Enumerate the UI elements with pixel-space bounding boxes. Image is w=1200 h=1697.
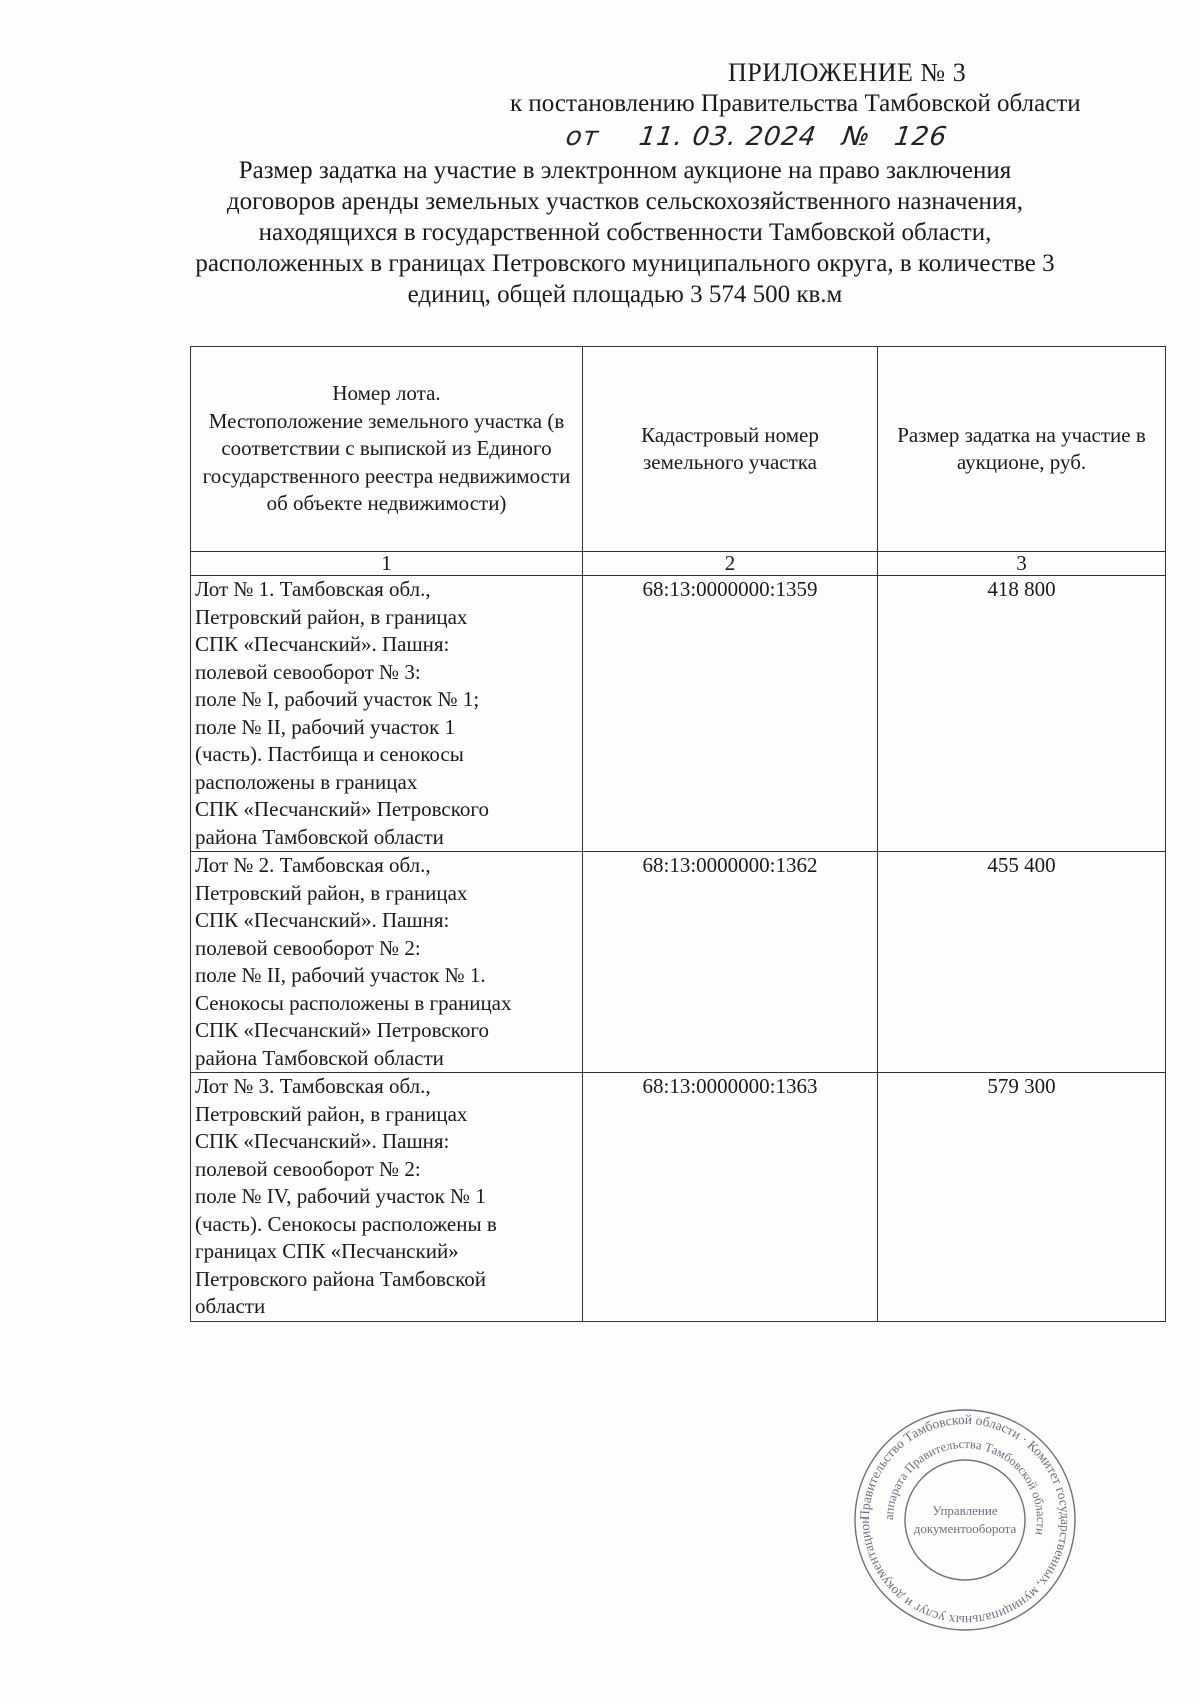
seal-inner-text: аппарата Правительства Тамбовской области <box>881 1436 1049 1537</box>
seal-center-line2: документооборота <box>913 1521 1017 1536</box>
column-number: 1 <box>191 552 583 576</box>
cadastral-number: 68:13:0000000:1362 <box>583 852 878 1073</box>
deposit-amount: 455 400 <box>878 852 1166 1073</box>
cadastral-number: 68:13:0000000:1359 <box>583 576 878 852</box>
table-header-row <box>191 347 1166 552</box>
column-number-row <box>191 552 1166 576</box>
handwritten-date: 11. 03. 2024 <box>636 122 819 152</box>
lot-description: Лот № 3. Тамбовская обл., Петровский район, в границах СПК «Песчанский». Пашня: полевой севооборот № 2: поле № IV, рабочий участок № 1 (часть). Сенокосы расположены в границах СПК «Песчанский» Петровского района Тамбовской области <box>191 1073 583 1322</box>
lot-description: Лот № 1. Тамбовская обл., Петровский район, в границах СПК «Песчанский». Пашня: полевой севооборот № 3: поле № I, рабочий участок № 1; поле № II, рабочий участок 1 (часть). Пастбища и сенокосы расположены в границах СПК «Песчанский» Петровского района Тамбовской области <box>191 576 583 852</box>
handwritten-number: 126 <box>892 122 950 152</box>
header-deposit-amount: Размер задатка на участие в аукционе, руб. <box>878 347 1166 552</box>
seal-center-line1: Управление <box>932 1503 998 1518</box>
seal-inner-circle <box>905 1460 1025 1580</box>
header-cadastral-number: Кадастровый номер земельного участка <box>583 347 878 552</box>
cadastral-number: 68:13:0000000:1363 <box>583 1073 878 1322</box>
table-row <box>191 852 1166 1073</box>
handwritten-date-number <box>564 122 949 152</box>
column-number: 2 <box>583 552 878 576</box>
header-lot-location: Номер лота. Местоположение земельного участка (в соответствии с выпиской из Единого государственного реестра недвижимости об объекте недвижимости) <box>191 347 583 552</box>
deposit-amount: 418 800 <box>878 576 1166 852</box>
table-row <box>191 576 1166 852</box>
seal-graphic <box>850 1405 1080 1635</box>
appendix-subtitle: к постановлению Правительства Тамбовской области <box>510 90 1081 117</box>
document-heading: Размер задатка на участие в электронном аукционе на право заключения договоров аренды земельных участков сельскохозяйственного назначения, находящихся в государственной собственности Тамбовской области, расположенных в границах Петровского муниципального округа, в количестве 3 единиц, общей площадью 3 574 500 кв.м <box>195 157 1055 308</box>
seal-outer-text: Правительство Тамбовской области · Комитет государственных, муниципальных услуг и документацион <box>856 1411 1074 1629</box>
handwritten-number-sign: № <box>840 122 873 152</box>
handwritten-prefix: от <box>563 122 602 152</box>
official-seal <box>850 1405 1080 1635</box>
appendix-title: ПРИЛОЖЕНИЕ № 3 <box>728 58 967 87</box>
deposit-amount: 579 300 <box>878 1073 1166 1322</box>
column-number: 3 <box>878 552 1166 576</box>
lot-description: Лот № 2. Тамбовская обл., Петровский район, в границах СПК «Песчанский». Пашня: полевой севооборот № 2: поле № II, рабочий участок № 1. Сенокосы расположены в границах СПК «Песчанский» Петровского района Тамбовской области <box>191 852 583 1073</box>
table-row <box>191 1073 1166 1322</box>
deposit-table <box>190 346 1166 1322</box>
